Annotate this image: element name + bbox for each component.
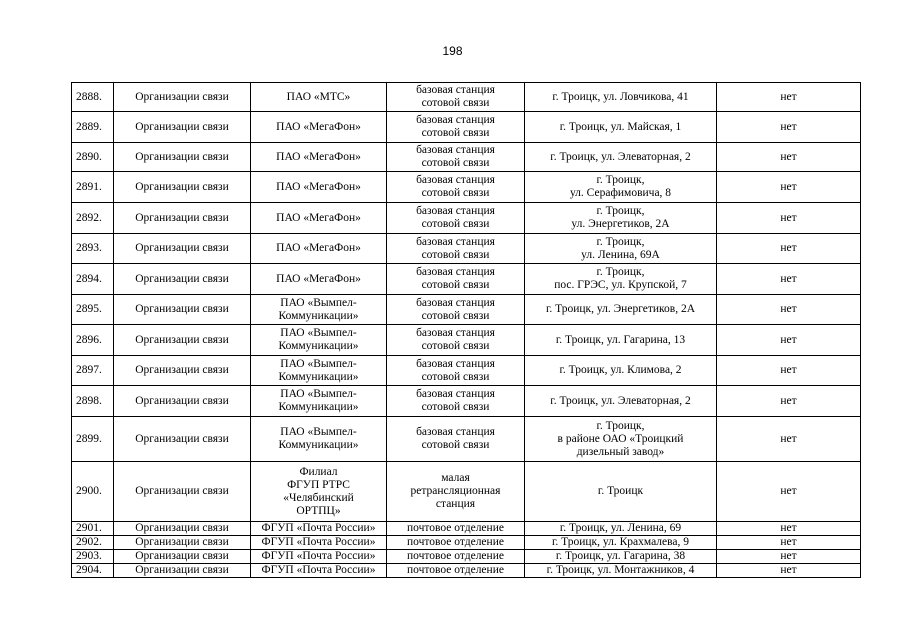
cell-line: ретрансляционная — [410, 485, 501, 497]
table-row — [72, 356, 861, 386]
cell-owner — [251, 550, 387, 564]
cell-owner — [251, 112, 387, 143]
cell-category: Организации связи — [114, 564, 251, 578]
cell-line: Коммуникации» — [278, 401, 359, 413]
cell-address — [525, 386, 717, 417]
table-row — [72, 203, 861, 234]
cell-line: ПАО «Вымпел- — [280, 327, 357, 339]
cell-object — [387, 522, 525, 536]
cell-line: ул. Серафимовича, 8 — [569, 187, 672, 199]
cell-line: Филиал — [299, 465, 338, 478]
cell-line: базовая станция — [416, 388, 495, 400]
cell-address — [525, 325, 717, 356]
cell-line: базовая станция — [416, 426, 495, 438]
cell-line: ПАО «МегаФон» — [276, 120, 361, 133]
cell-category: Организации связи — [114, 112, 251, 143]
cell-status: нет — [717, 325, 861, 356]
cell-line: базовая станция — [416, 84, 495, 96]
cell-owner — [251, 264, 387, 295]
cell-line: базовая станция — [416, 144, 495, 156]
cell-address — [525, 522, 717, 536]
cell-line: Коммуникации» — [278, 370, 359, 383]
cell-object — [387, 564, 525, 578]
cell-status: нет — [717, 143, 861, 172]
cell-line: малая — [441, 472, 470, 484]
table-row — [72, 112, 861, 143]
cell-address — [525, 203, 717, 234]
cell-object — [387, 417, 525, 462]
cell-category: Организации связи — [114, 536, 251, 550]
cell-line: ФГУП «Почта России» — [261, 536, 376, 548]
cell-line: сотовой связи — [421, 218, 490, 230]
cell-number: 2897. — [72, 356, 114, 386]
cell-line: в районе ОАО «Троицкий — [557, 432, 684, 445]
cell-status: нет — [717, 203, 861, 234]
cell-address — [525, 143, 717, 172]
cell-line: базовая станция — [416, 235, 495, 248]
cell-category: Организации связи — [114, 522, 251, 536]
cell-number: 2900. — [72, 462, 114, 522]
cell-line: г. Троицк, ул. Ленина, 69 — [559, 522, 682, 534]
cell-owner — [251, 417, 387, 462]
cell-category: Организации связи — [114, 264, 251, 295]
cell-category: Организации связи — [114, 325, 251, 356]
cell-line: г. Троицк, ул. Монтажников, 4 — [546, 564, 695, 576]
table-row — [72, 522, 861, 536]
cell-status: нет — [717, 356, 861, 386]
cell-line: сотовой связи — [421, 187, 490, 199]
cell-number: 2899. — [72, 417, 114, 462]
cell-line: г. Троицк, — [596, 205, 645, 217]
cell-address — [525, 234, 717, 264]
table-row — [72, 386, 861, 417]
table-row — [72, 564, 861, 578]
cell-line: почтовое отделение — [407, 522, 504, 534]
cell-number: 2888. — [72, 83, 114, 112]
cell-line: ПАО «МТС» — [286, 90, 351, 103]
cell-line: ФГУП «Почта России» — [261, 522, 376, 534]
page-number: 198 — [442, 44, 463, 58]
cell-number: 2889. — [72, 112, 114, 143]
cell-category: Организации связи — [114, 550, 251, 564]
cell-object — [387, 203, 525, 234]
cell-line: ФГУП «Почта России» — [261, 550, 376, 562]
cell-line: Коммуникации» — [278, 439, 359, 451]
cell-number: 2904. — [72, 564, 114, 578]
cell-status: нет — [717, 112, 861, 143]
cell-status: нет — [717, 462, 861, 522]
cell-owner — [251, 325, 387, 356]
cell-category: Организации связи — [114, 234, 251, 264]
registry-table-body — [72, 83, 861, 578]
cell-line: сотовой связи — [421, 127, 490, 139]
cell-line: почтовое отделение — [407, 564, 504, 576]
cell-status: нет — [717, 386, 861, 417]
cell-object — [387, 234, 525, 264]
cell-category: Организации связи — [114, 462, 251, 522]
cell-line: ПАО «МегаФон» — [276, 150, 361, 163]
cell-object — [387, 264, 525, 295]
cell-category: Организации связи — [114, 83, 251, 112]
cell-object — [387, 536, 525, 550]
cell-line: сотовой связи — [421, 309, 490, 322]
cell-line: базовая станция — [416, 114, 495, 126]
cell-category: Организации связи — [114, 295, 251, 325]
cell-status: нет — [717, 536, 861, 550]
cell-owner — [251, 522, 387, 536]
cell-owner — [251, 234, 387, 264]
cell-line: базовая станция — [416, 296, 495, 309]
cell-line: г. Троицк — [597, 485, 644, 497]
cell-line: Коммуникации» — [278, 309, 359, 322]
table-row — [72, 462, 861, 522]
cell-line: г. Троицк, ул. Гагарина, 38 — [555, 550, 686, 562]
cell-owner — [251, 83, 387, 112]
table-row — [72, 417, 861, 462]
cell-number: 2894. — [72, 264, 114, 295]
cell-line: г. Троицк, — [596, 419, 645, 432]
cell-object — [387, 112, 525, 143]
cell-line: сотовой связи — [421, 370, 490, 383]
cell-line: ПАО «МегаФон» — [276, 242, 361, 254]
cell-line: ПАО «Вымпел- — [280, 388, 357, 400]
cell-line: станция — [435, 498, 476, 510]
cell-line: г. Троицк, ул. Ловчикова, 41 — [552, 90, 689, 103]
cell-line: Коммуникации» — [278, 340, 359, 352]
cell-category: Организации связи — [114, 203, 251, 234]
table-row — [72, 550, 861, 564]
cell-line: «Челябинский — [283, 491, 354, 504]
cell-line: г. Троицк, ул. Крахмалева, 9 — [551, 536, 690, 548]
cell-category: Организации связи — [114, 143, 251, 172]
cell-status: нет — [717, 295, 861, 325]
cell-line: дизельный завод» — [576, 445, 665, 458]
cell-category: Организации связи — [114, 356, 251, 386]
table-row — [72, 295, 861, 325]
cell-status: нет — [717, 550, 861, 564]
cell-line: базовая станция — [416, 357, 495, 370]
cell-object — [387, 143, 525, 172]
cell-line: г. Троицк, ул. Элеваторная, 2 — [550, 394, 691, 407]
cell-address — [525, 112, 717, 143]
cell-line: ПАО «МегаФон» — [276, 180, 361, 193]
cell-address — [525, 550, 717, 564]
cell-object — [387, 386, 525, 417]
cell-owner — [251, 295, 387, 325]
cell-number: 2890. — [72, 143, 114, 172]
cell-line: ФГУП РТРС — [287, 478, 350, 491]
cell-number: 2892. — [72, 203, 114, 234]
cell-address — [525, 295, 717, 325]
cell-status: нет — [717, 264, 861, 295]
cell-line: ул. Энергетиков, 2А — [571, 218, 670, 230]
cell-number: 2898. — [72, 386, 114, 417]
cell-status: нет — [717, 522, 861, 536]
cell-owner — [251, 203, 387, 234]
table-row — [72, 143, 861, 172]
cell-address — [525, 564, 717, 578]
cell-address — [525, 417, 717, 462]
cell-number: 2903. — [72, 550, 114, 564]
table-row — [72, 83, 861, 112]
cell-line: сотовой связи — [421, 439, 490, 451]
cell-line: г. Троицк, ул. Климова, 2 — [559, 364, 682, 376]
cell-address — [525, 536, 717, 550]
cell-address — [525, 356, 717, 386]
cell-number: 2896. — [72, 325, 114, 356]
cell-line: ФГУП «Почта России» — [261, 564, 376, 576]
cell-owner — [251, 386, 387, 417]
cell-object — [387, 83, 525, 112]
cell-owner — [251, 564, 387, 578]
cell-line: г. Троицк, — [596, 174, 645, 186]
cell-object — [387, 550, 525, 564]
cell-line: базовая станция — [416, 266, 495, 278]
cell-owner — [251, 143, 387, 172]
cell-owner — [251, 536, 387, 550]
cell-line: ПАО «Вымпел- — [280, 357, 357, 370]
cell-line: пос. ГРЭС, ул. Крупской, 7 — [554, 279, 687, 291]
cell-line: г. Троицк, — [596, 266, 645, 278]
cell-line: сотовой связи — [421, 157, 490, 169]
cell-line: г. Троицк, ул. Энергетиков, 2А — [545, 303, 696, 315]
cell-object — [387, 172, 525, 203]
cell-number: 2893. — [72, 234, 114, 264]
cell-line: ПАО «МегаФон» — [276, 211, 361, 224]
cell-line: ПАО «МегаФон» — [276, 272, 361, 285]
cell-line: г. Троицк, — [596, 235, 645, 248]
cell-object — [387, 325, 525, 356]
cell-category: Организации связи — [114, 172, 251, 203]
cell-category: Организации связи — [114, 417, 251, 462]
table-row — [72, 536, 861, 550]
registry-table — [71, 82, 861, 578]
cell-line: г. Троицк, ул. Элеваторная, 2 — [550, 150, 691, 163]
cell-address — [525, 83, 717, 112]
cell-line: ПАО «Вымпел- — [280, 296, 357, 309]
cell-number: 2902. — [72, 536, 114, 550]
cell-line: базовая станция — [416, 205, 495, 217]
cell-line: г. Троицк, ул. Майская, 1 — [559, 120, 682, 133]
cell-address — [525, 462, 717, 522]
cell-status: нет — [717, 83, 861, 112]
cell-status: нет — [717, 564, 861, 578]
table-row — [72, 234, 861, 264]
cell-address — [525, 264, 717, 295]
cell-line: ул. Ленина, 69А — [581, 248, 660, 261]
cell-line: сотовой связи — [421, 97, 490, 109]
cell-number: 2891. — [72, 172, 114, 203]
table-row — [72, 172, 861, 203]
cell-line: базовая станция — [416, 174, 495, 186]
cell-line: сотовой связи — [421, 248, 490, 261]
cell-line: сотовой связи — [421, 401, 490, 413]
cell-object — [387, 295, 525, 325]
table-row — [72, 325, 861, 356]
cell-object — [387, 356, 525, 386]
cell-address — [525, 172, 717, 203]
cell-line: почтовое отделение — [407, 536, 504, 548]
cell-owner — [251, 462, 387, 522]
cell-owner — [251, 356, 387, 386]
cell-line: базовая станция — [416, 327, 495, 339]
cell-line: ПАО «Вымпел- — [280, 426, 357, 438]
cell-status: нет — [717, 417, 861, 462]
cell-category: Организации связи — [114, 386, 251, 417]
table-row — [72, 264, 861, 295]
cell-line: г. Троицк, ул. Гагарина, 13 — [555, 333, 686, 346]
cell-line: сотовой связи — [421, 340, 490, 352]
cell-line: почтовое отделение — [407, 550, 504, 562]
cell-number: 2901. — [72, 522, 114, 536]
cell-status: нет — [717, 172, 861, 203]
cell-object — [387, 462, 525, 522]
cell-line: сотовой связи — [421, 279, 490, 291]
cell-status: нет — [717, 234, 861, 264]
cell-number: 2895. — [72, 295, 114, 325]
cell-line: ОРТПЦ» — [296, 504, 341, 517]
cell-owner — [251, 172, 387, 203]
